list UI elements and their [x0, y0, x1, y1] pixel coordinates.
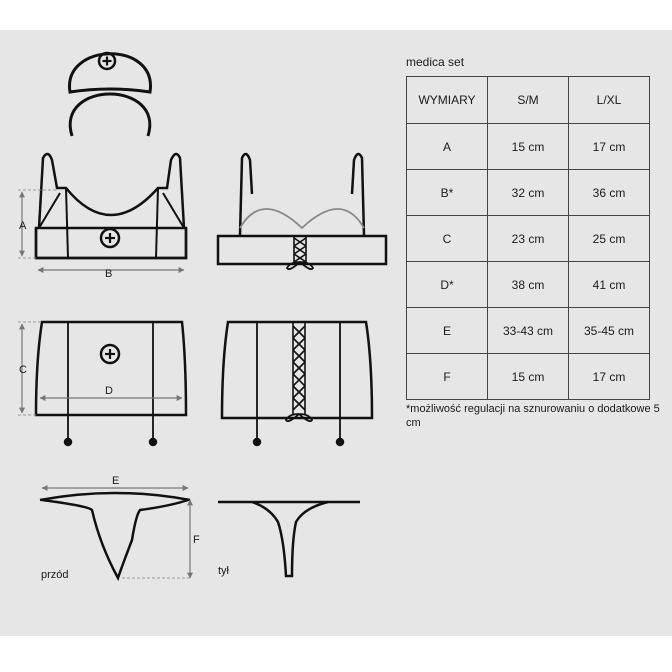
product-title: medica set: [406, 55, 465, 69]
table-cell: 32 cm: [488, 170, 569, 216]
thong-back-drawing: [218, 502, 360, 576]
table-cell: C: [407, 216, 488, 262]
table-header-cell: S/M: [488, 77, 569, 124]
table-header-cell: L/XL: [569, 77, 650, 124]
footnote: *możliwość regulacji na sznurowaniu o dodatkowe 5 cm: [406, 403, 660, 429]
table-cell: 41 cm: [569, 262, 650, 308]
dimension-d: [40, 385, 182, 398]
dim-label-e: E: [112, 475, 120, 487]
table-header-cell: WYMIARY: [407, 77, 488, 124]
table-cell: 38 cm: [488, 262, 569, 308]
table-cell: 17 cm: [569, 124, 650, 170]
skirt-back-drawing: [222, 322, 372, 445]
cross-icon: [101, 345, 119, 363]
dim-label-d: D: [105, 385, 113, 397]
bra-front-drawing: [36, 154, 186, 258]
table-cell: 15 cm: [488, 124, 569, 170]
dimension-b: [38, 268, 184, 280]
size-table: [406, 76, 650, 400]
view-label-front: przód: [41, 569, 69, 581]
table-header-row: [407, 77, 650, 124]
table-cell: A: [407, 124, 488, 170]
table-row: [407, 124, 650, 170]
nurse-cap-drawing: [70, 53, 151, 136]
table-cell: 36 cm: [569, 170, 650, 216]
table-row: [407, 170, 650, 216]
table-row: [407, 308, 650, 354]
dim-label-f: F: [193, 534, 200, 546]
table-cell: 17 cm: [569, 354, 650, 400]
thong-front-drawing: [40, 493, 190, 578]
dimension-f: [122, 500, 200, 578]
table-cell: 35-45 cm: [569, 308, 650, 354]
table-cell: F: [407, 354, 488, 400]
table-cell: 23 cm: [488, 216, 569, 262]
table-row: [407, 216, 650, 262]
table-cell: 15 cm: [488, 354, 569, 400]
dim-label-b: B: [105, 268, 113, 280]
table-cell: B*: [407, 170, 488, 216]
lacing: [286, 322, 312, 421]
table-cell: D*: [407, 262, 488, 308]
table-cell: 25 cm: [569, 216, 650, 262]
table-row: [407, 354, 650, 400]
dim-label-a: A: [19, 220, 27, 232]
dimension-e: [42, 475, 188, 488]
view-label-back: tył: [218, 565, 229, 577]
table-cell: 33-43 cm: [488, 308, 569, 354]
table-row: [407, 262, 650, 308]
bra-back-drawing: [218, 154, 386, 269]
cross-icon: [101, 229, 119, 247]
skirt-front-drawing: [36, 322, 186, 445]
table-cell: E: [407, 308, 488, 354]
cross-icon: [99, 53, 115, 69]
dim-label-c: C: [19, 364, 27, 376]
